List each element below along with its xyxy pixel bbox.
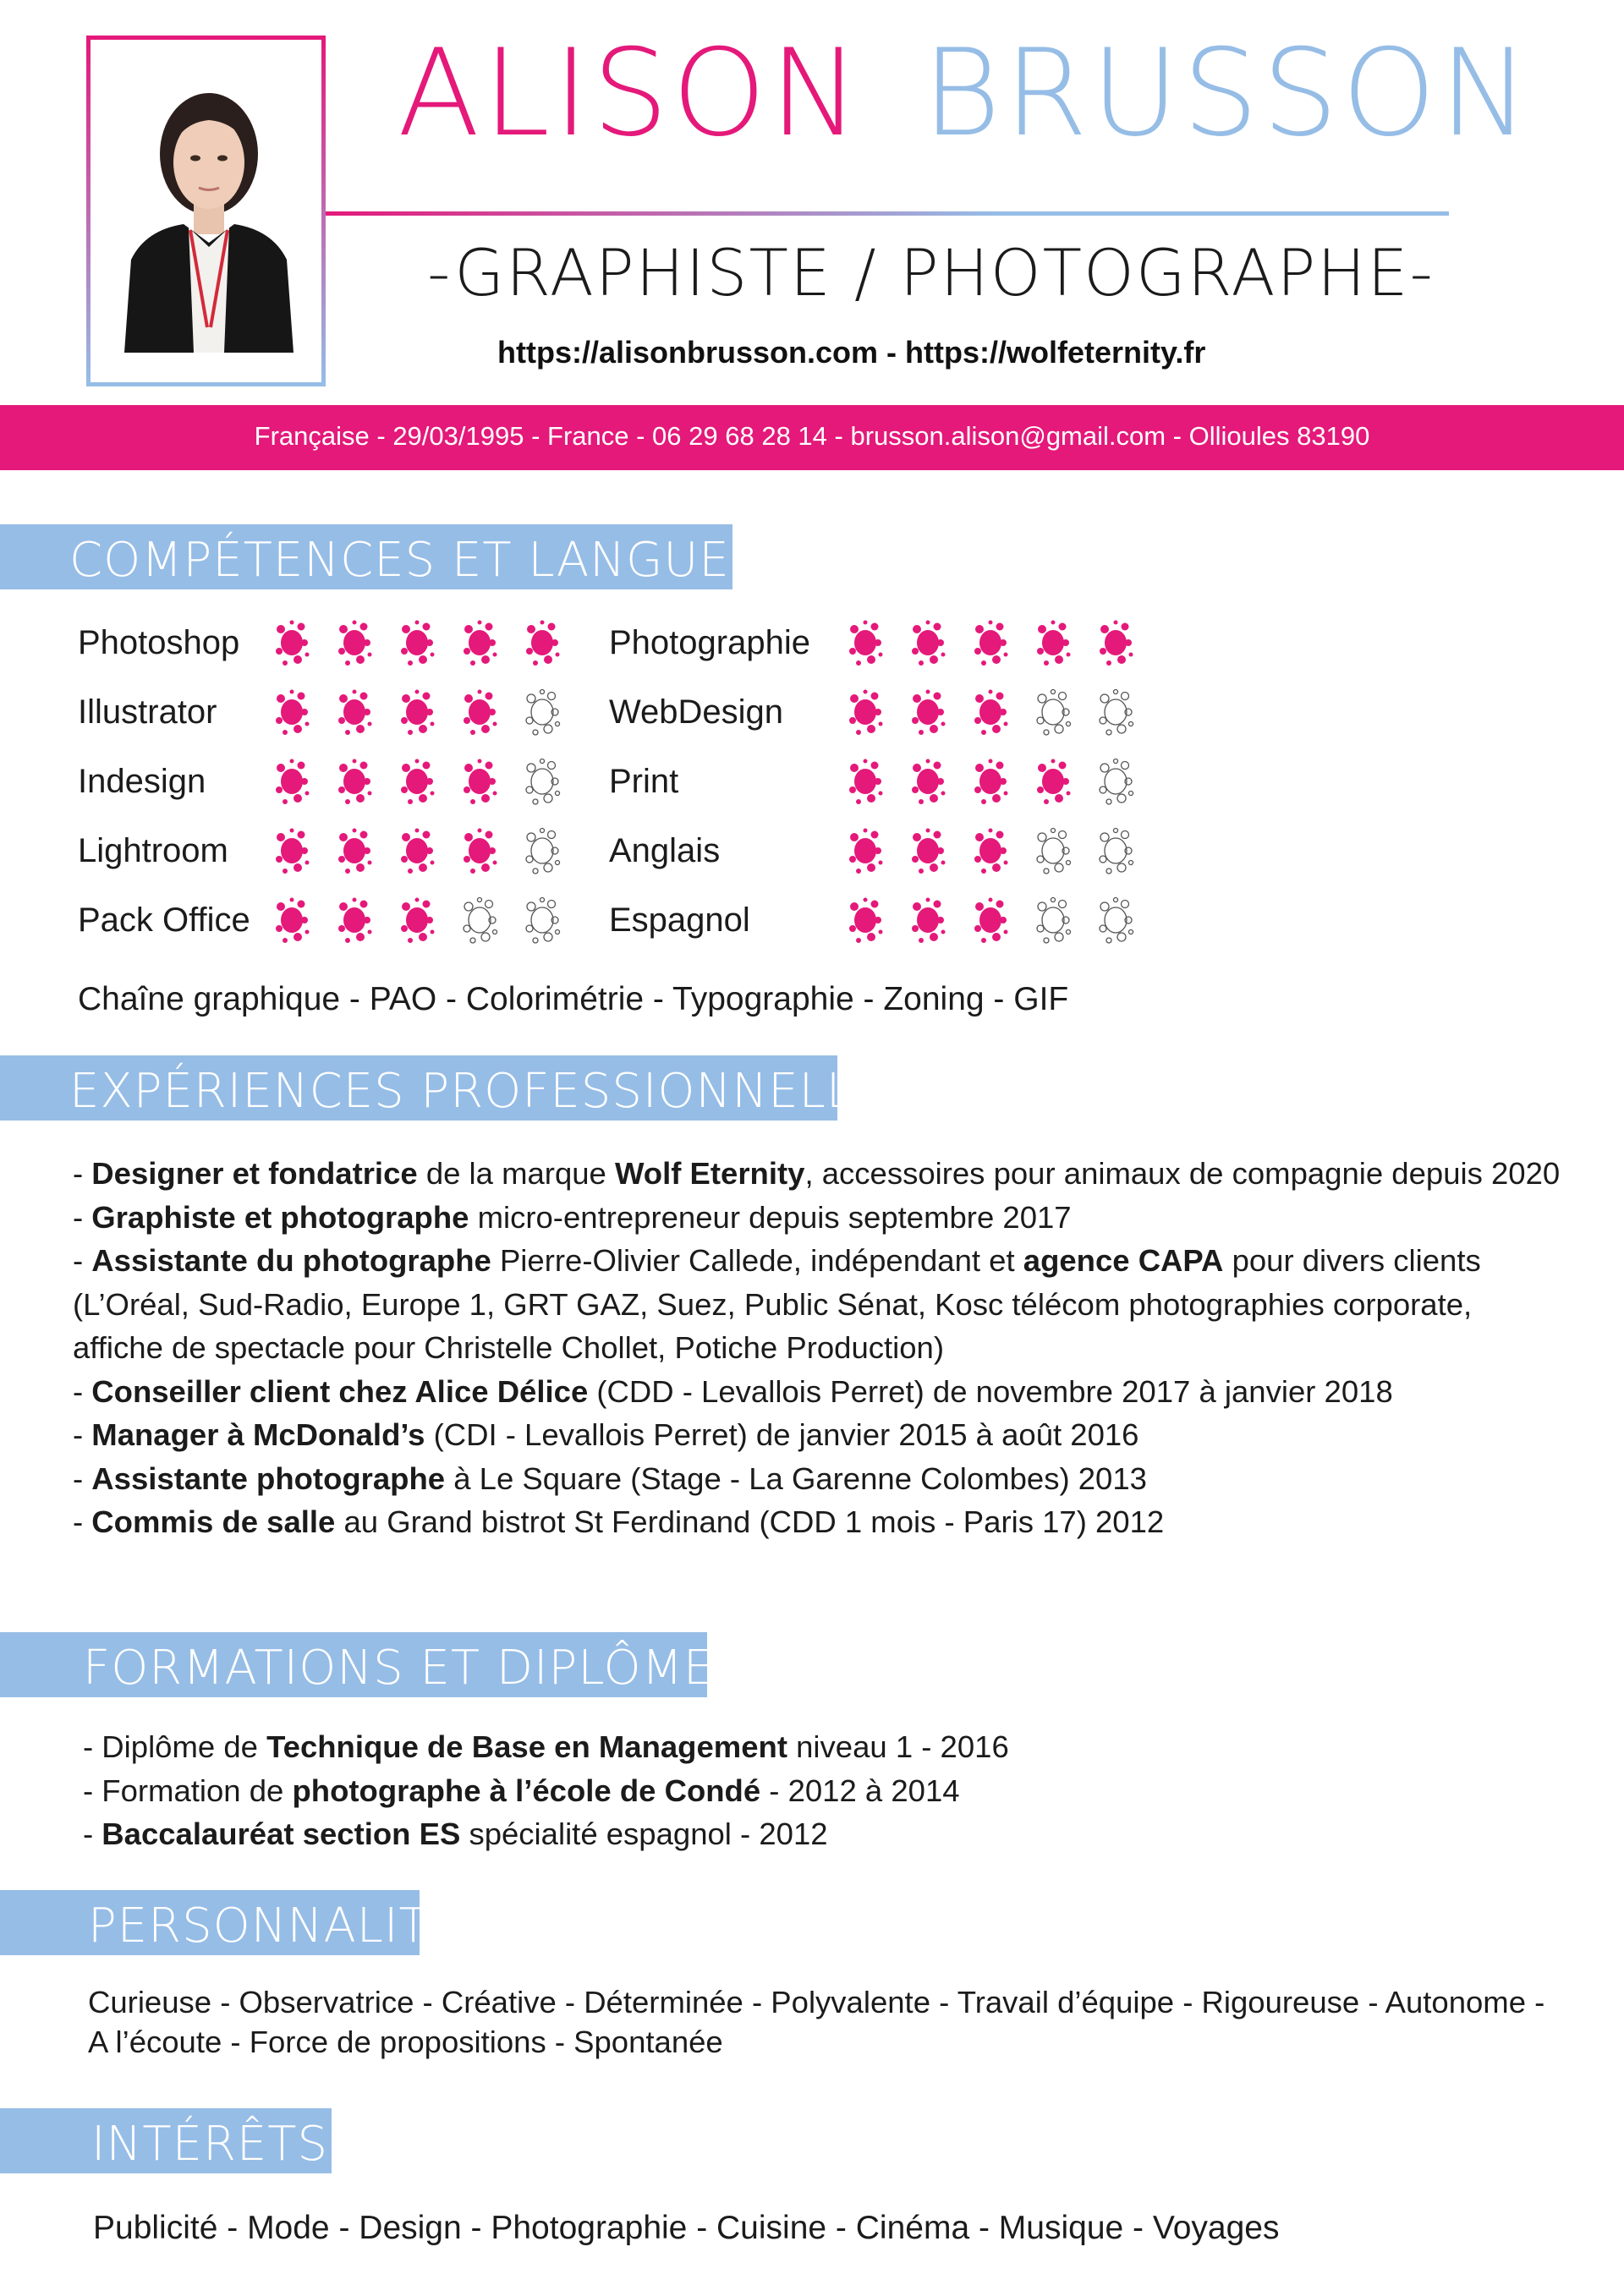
paint-splash-filled-icon [272,756,311,807]
paint-splash-filled-icon [846,895,885,945]
paint-splash-filled-icon [908,756,947,807]
education-prefix: - Diplôme de [83,1729,267,1764]
skill-label-photoshop: Photoshop [78,624,240,661]
paint-splash-filled-icon [908,895,947,945]
paint-splash-filled-icon [398,617,436,668]
contact-info-text: Française - 29/03/1995 - France - 06 29 68 28 14 - brusson.alison@gmail.com - Ollioules 83190 [254,421,1370,451]
interests-list: Publicité - Mode - Design - Photographie - Cuisine - Cinéma - Musique - Voyages [93,2210,1280,2246]
skill-label-photographie: Photographie [609,624,810,661]
education-list [83,1725,1009,1856]
job-title: -GRAPHISTE / PHOTOGRAPHE- [427,235,1435,310]
paint-splash-filled-icon [1096,617,1135,668]
experience-detail: à Le Square (Stage - La Garenne Colombes) 2013 [445,1460,1147,1496]
experience-list [73,1152,1561,1544]
experience-detail: pour divers clients (L’Oréal, Sud-Radio, Europe 1, GRT GAZ, Suez, Public Sénat, Kosc télécom photographies corporate, affiche de spectacle pour Christelle Chollet, Potiche Production) [73,1243,1481,1365]
experience-role: Manager à McDonald’s [91,1417,425,1452]
paint-splash-filled-icon [460,756,499,807]
paint-splash-empty-icon [523,756,562,807]
paint-splash-filled-icon [272,687,311,737]
experience-item [73,1196,1561,1240]
section-title-personality: PERSONNALITÉ [88,1899,460,1954]
paint-splash-empty-icon [523,825,562,876]
paint-splash-filled-icon [908,687,947,737]
paint-splash-filled-icon [398,687,436,737]
experience-detail: au Grand bistrot St Ferdinand (CDD 1 mois - Paris 17) 2012 [335,1504,1165,1539]
education-prefix: - Formation de [83,1773,293,1808]
paint-splash-filled-icon [335,895,374,945]
paint-splash-empty-icon [1034,895,1073,945]
paint-splash-filled-icon [846,687,885,737]
experience-role: Assistante du photographe [91,1243,491,1278]
education-prefix: - [83,1817,102,1851]
skill-label-anglais: Anglais [609,832,721,869]
experience-detail: micro-entrepreneur depuis septembre 2017 [469,1199,1072,1235]
section-header-skills [0,524,761,589]
paint-splash-filled-icon [460,825,499,876]
experience-detail: Pierre-Olivier Callede, indépendant et [491,1243,1023,1278]
education-title: photographe à l’école de Condé [292,1773,761,1808]
paint-splash-filled-icon [971,687,1010,737]
experience-bullet: - [73,1156,92,1191]
experience-role: Commis de salle [91,1504,336,1539]
paint-splash-filled-icon [272,617,311,668]
experience-role: Assistante photographe [91,1460,446,1496]
education-item [83,1725,1009,1769]
paint-splash-empty-icon [1096,687,1135,737]
experience-bullet: - [73,1417,92,1452]
experience-item [73,1370,1561,1414]
paint-splash-filled-icon [971,895,1010,945]
paint-splash-empty-icon [1096,756,1135,807]
paint-splash-filled-icon [398,895,436,945]
section-title-skills: COMPÉTENCES ET LANGUES [69,533,761,588]
skills-keywords: Chaîne graphique - PAO - Colorimétrie - Typographie - Zoning - GIF [78,981,1069,1017]
education-item [83,1769,1009,1813]
section-title-experience: EXPÉRIENCES PROFESSIONNELLES [69,1064,915,1119]
skill-label-print: Print [609,763,679,800]
experience-highlight: Wolf Eternity [615,1156,805,1191]
experience-role: Conseiller client chez Alice Délice [91,1373,589,1409]
paint-splash-empty-icon [460,895,499,945]
skill-label-lightroom: Lightroom [78,832,228,869]
first-name: ALISON [398,24,864,163]
paint-splash-filled-icon [335,756,374,807]
experience-item [73,1239,1561,1370]
skill-label-pack-office: Pack Office [78,901,250,939]
education-title: Technique de Base en Management [266,1729,787,1764]
paint-splash-filled-icon [460,687,499,737]
paint-splash-empty-icon [1096,825,1135,876]
experience-role: Graphiste et photographe [91,1199,469,1235]
experience-bullet: - [73,1460,92,1496]
paint-splash-filled-icon [272,895,311,945]
experience-bullet: - [73,1373,92,1409]
paint-splash-empty-icon [1034,825,1073,876]
experience-item [73,1413,1561,1457]
education-item [83,1812,1009,1856]
experience-detail: , accessoires pour animaux de compagnie depuis 2020 [804,1156,1561,1191]
paint-splash-filled-icon [846,825,885,876]
candidate-name [398,24,1533,163]
paint-splash-filled-icon [971,825,1010,876]
experience-bullet: - [73,1243,92,1278]
last-name: BRUSSON [922,24,1533,163]
paint-splash-empty-icon [523,687,562,737]
experience-item [73,1500,1561,1544]
skill-label-illustrator: Illustrator [78,693,217,731]
paint-splash-filled-icon [846,756,885,807]
paint-splash-filled-icon [523,617,562,668]
paint-splash-empty-icon [1096,895,1135,945]
paint-splash-filled-icon [971,756,1010,807]
experience-detail: de la marque [417,1156,616,1191]
experience-bullet: - [73,1199,92,1235]
profile-photo-frame [86,36,326,386]
section-title-education: FORMATIONS ET DIPLÔMES [83,1641,745,1696]
experience-bullet: - [73,1504,92,1539]
paint-splash-filled-icon [398,825,436,876]
paint-splash-filled-icon [971,617,1010,668]
education-detail: - 2012 à 2014 [760,1773,960,1808]
education-title: Baccalauréat section ES [102,1817,461,1851]
paint-splash-empty-icon [1034,687,1073,737]
website-links[interactable]: https://alisonbrusson.com - https://wolfeternity.fr [497,335,1206,370]
profile-photo [124,74,294,353]
section-header-experience [0,1055,915,1121]
experience-detail: (CDI - Levallois Perret) de janvier 2015 à août 2016 [425,1417,1139,1452]
paint-splash-filled-icon [908,825,947,876]
header-divider [326,211,1449,216]
portrait-illustration [124,74,294,353]
paint-splash-filled-icon [335,617,374,668]
paint-splash-filled-icon [272,825,311,876]
paint-splash-filled-icon [335,825,374,876]
skill-label-webdesign: WebDesign [609,693,784,731]
personality-traits: Curieuse - Observatrice - Créative - Déterminée - Polyvalente - Travail d’équipe - Rigoureuse - Autonome - A l’écoute - Force de propositions - Spontanée [88,1985,1545,2059]
education-detail: niveau 1 - 2016 [787,1729,1009,1764]
paint-splash-filled-icon [1034,756,1073,807]
experience-item [73,1152,1561,1196]
experience-detail: (CDD - Levallois Perret) de novembre 2017 à janvier 2018 [588,1373,1393,1409]
experience-highlight: agence CAPA [1023,1243,1224,1278]
paint-splash-filled-icon [846,617,885,668]
experience-role: Designer et fondatrice [91,1156,418,1191]
contact-info-band [0,405,1624,470]
paint-splash-empty-icon [523,895,562,945]
paint-splash-filled-icon [335,687,374,737]
section-header-education [0,1632,745,1697]
skill-label-espagnol: Espagnol [609,901,750,939]
section-header-personality [0,1890,460,1955]
paint-splash-filled-icon [908,617,947,668]
experience-item [73,1457,1561,1501]
section-header-interests [0,2108,332,2173]
paint-splash-filled-icon [398,756,436,807]
skill-label-indesign: Indesign [78,763,206,800]
paint-splash-filled-icon [1034,617,1073,668]
paint-splash-filled-icon [460,617,499,668]
section-title-interests: INTÉRÊTS [91,2117,329,2172]
education-detail: spécialité espagnol - 2012 [460,1817,828,1851]
